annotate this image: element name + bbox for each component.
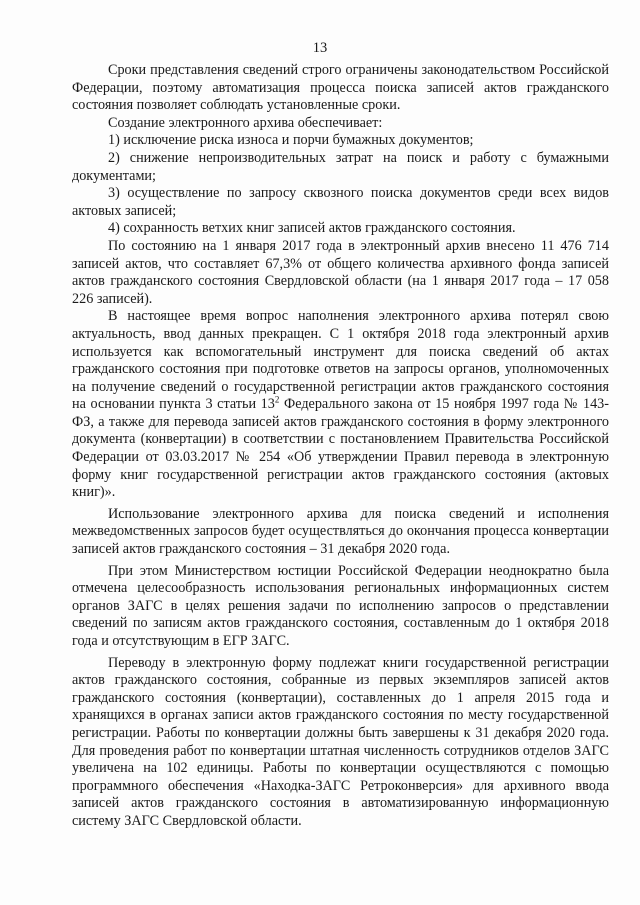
paragraph-archive-until-2020: Использование электронного архива для поиска сведений и исполнения межведомственных запросов будет осуществляться до окончания процесса конвертации записей актов гражданского состояния – 31 декабря 2020 года. (72, 505, 609, 558)
paragraph-text-after-sup: Федерального закона от 15 ноября 1997 года № 143-ФЗ, а также для перевода записей актов гражданского состояния в форму электронного документа (конвертации) в соответствии с постановлением Правительства Российской Федерации от 03.03.2017 № 254 «Об утверждении Правил перевода в электронную форму книг государственной регистрации актов гражданского состояния (актовых книг)». (72, 396, 609, 501)
list-item-1: 1) исключение риска износа и порчи бумажных документов; (108, 132, 474, 149)
paragraph-conversion: Переводу в электронную форму подлежат книги государственной регистрации актов гражданского состояния, собранные из первых экземпляров записей актов гражданского состояния (конвертации), составленных до 1 апреля 2015 года и хранящихся в органах записи актов гражданского состояния по месту государственной регистрации. Работы по конвертации должны быть завершены к 31 декабря 2020 года. Для проведения работ по конвертации штатная численность сотрудников отделов ЗАГС увеличена на 102 единицы. Работы по конвертации осуществляются с помощью программного обеспечения «Находка-ЗАГС Ретроконверсия» для архивного ввода записей актов гражданского состояния в автоматизированную информационную систему ЗАГС Свердловской области. (72, 654, 609, 829)
list-item-2: 2) снижение непроизводительных затрат на поиск и работу с бумажными документами; (72, 149, 609, 184)
paragraph-archive-current-use (72, 308, 609, 502)
list-item-4: 4) сохранность ветхих книг записей актов гражданского состояния. (108, 220, 516, 237)
superscript: 2 (274, 394, 280, 405)
paragraph-archive-provides: Создание электронного архива обеспечивает: (108, 114, 383, 131)
paragraph-archive-status-2017: По состоянию на 1 января 2017 года в электронный архив внесено 11 476 714 записей актов, что составляет 67,3% от общего количества архивного фонда записей актов гражданского состояния Свердловской области (на 1 января 2017 года – 17 058 226 записей). (72, 237, 609, 307)
paragraph-text-before-sup: В настоящее время вопрос наполнения электронного архива потерял свою актуальность, ввод данных прекращен. С 1 октября 2018 года электронный архив используется как вспомогательный инструмент для поиска сведений об актах гражданского состояния при подготовке ответов на запросы органов, уполномоченных на получение сведений о государственной регистрации актов гражданского состояния на основании пункта 3 статьи 13 (72, 308, 609, 413)
page-number: 13 (312, 40, 328, 56)
paragraph-deadlines: Сроки представления сведений строго ограничены законодательством Российской Федерации, поэтому автоматизация процесса поиска записей актов гражданского состояния позволяет соблюдать установленные сроки. (72, 62, 609, 114)
document-body (72, 62, 609, 831)
paragraph-ministry-justice: При этом Министерством юстиции Российской Федерации неоднократно была отмечена целесообразность использования региональных информационных систем органов ЗАГС в целях решения задачи по исполнению запросов о представлении сведений по записям актов гражданского состояния, составленным до 1 октября 2018 года и отсутствующим в ЕГР ЗАГС. (72, 562, 609, 649)
list-item-3: 3) осуществление по запросу сквозного поиска документов среди всех видов актовых записей; (72, 185, 609, 219)
